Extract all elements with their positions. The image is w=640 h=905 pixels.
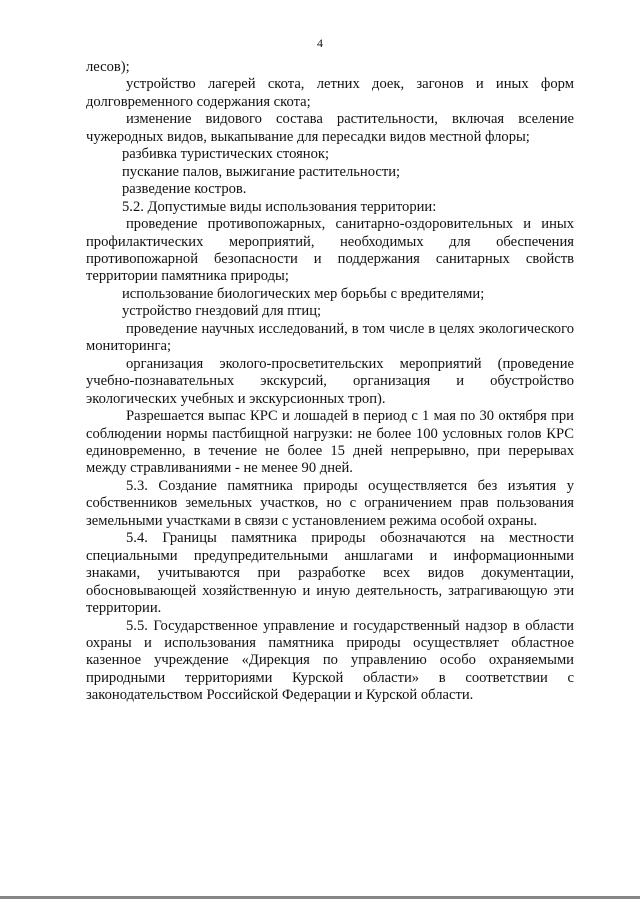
text-line: противопожарной безопасности и поддержания санитарных свойств [86, 250, 574, 267]
text-line: учебно-познавательных экскурсий, организация и обустройство [86, 373, 574, 390]
section-heading: 5.2. Допустимые виды использования территории: [122, 198, 437, 215]
text-line: земельными участками в связи с установлением режима особой охраны. [86, 512, 538, 529]
text-line: собственников земельных участков, но с ограничением прав пользования [86, 495, 574, 512]
text-line: чужеродных видов, выкапывание для пересадки видов местной флоры; [86, 128, 530, 145]
text-line: устройство гнездовий для птиц; [122, 303, 322, 320]
text-line: специальными предупредительными аншлагами и информационными [86, 547, 574, 564]
text-line: природными территориями Курской области» в соответствии с [86, 669, 574, 686]
text-line: охраны и использования памятника природы осуществляет областное [86, 634, 574, 651]
text-line: организация эколого-просветительских мероприятий (проведение [126, 355, 574, 372]
text-line: экологических учебных и экскурсионных троп). [86, 390, 386, 407]
text-line: лесов); [86, 59, 130, 75]
text-line: соблюдении нормы пастбищной нагрузки: не более 100 условных голов КРС [86, 425, 574, 442]
text-line: проведение противопожарных, санитарно-оздоровительных и иных [126, 216, 574, 233]
text-line: долговременного содержания скота; [86, 93, 311, 110]
text-line: мониторинга; [86, 338, 172, 355]
text-line: профилактических мероприятий, необходимых для обеспечения [86, 233, 574, 250]
scan-edge-line [0, 896, 640, 899]
text-line: обосновывающей хозяйственную и иную деятельность, затрагивающую эти [86, 582, 574, 599]
text-line: казенное учреждение «Дирекция по управлению особо охраняемыми [86, 652, 574, 669]
text-line: разведение костров. [122, 181, 247, 198]
text-line: разбивка туристических стоянок; [122, 146, 330, 163]
text-line: устройство лагерей скота, летних доек, загонов и иных форм [126, 76, 574, 93]
text-line: Разрешается выпас КРС и лошадей в период с 1 мая по 30 октября при [126, 408, 574, 425]
text-line: проведение научных исследований, в том числе в целях экологического [126, 320, 574, 337]
text-line: 5.5. Государственное управление и государственный надзор в области [126, 617, 574, 634]
page-number: 4 [317, 36, 323, 50]
text-line: единовременно, в течение не более 15 дней непрерывно, при перерывах [86, 442, 574, 459]
text-line: 5.3. Создание памятника природы осуществляется без изъятия у [126, 477, 574, 494]
text-line: территории. [86, 600, 162, 617]
text-line: между стравливаниями - не менее 90 дней. [86, 460, 353, 477]
text-line: знаками, учитываются при разработке всех видов документации, [86, 565, 574, 582]
text-line: использование биологических мер борьбы с вредителями; [122, 285, 485, 302]
text-line: территории памятника природы; [86, 268, 289, 285]
document-body [86, 59, 574, 705]
text-line: законодательством Российской Федерации и Курской области. [86, 687, 474, 704]
text-line: 5.4. Границы памятника природы обозначаются на местности [126, 530, 574, 547]
text-line: пускание палов, выжигание растительности; [122, 163, 401, 180]
text-line: изменение видового состава растительности, включая вселение [126, 111, 574, 128]
